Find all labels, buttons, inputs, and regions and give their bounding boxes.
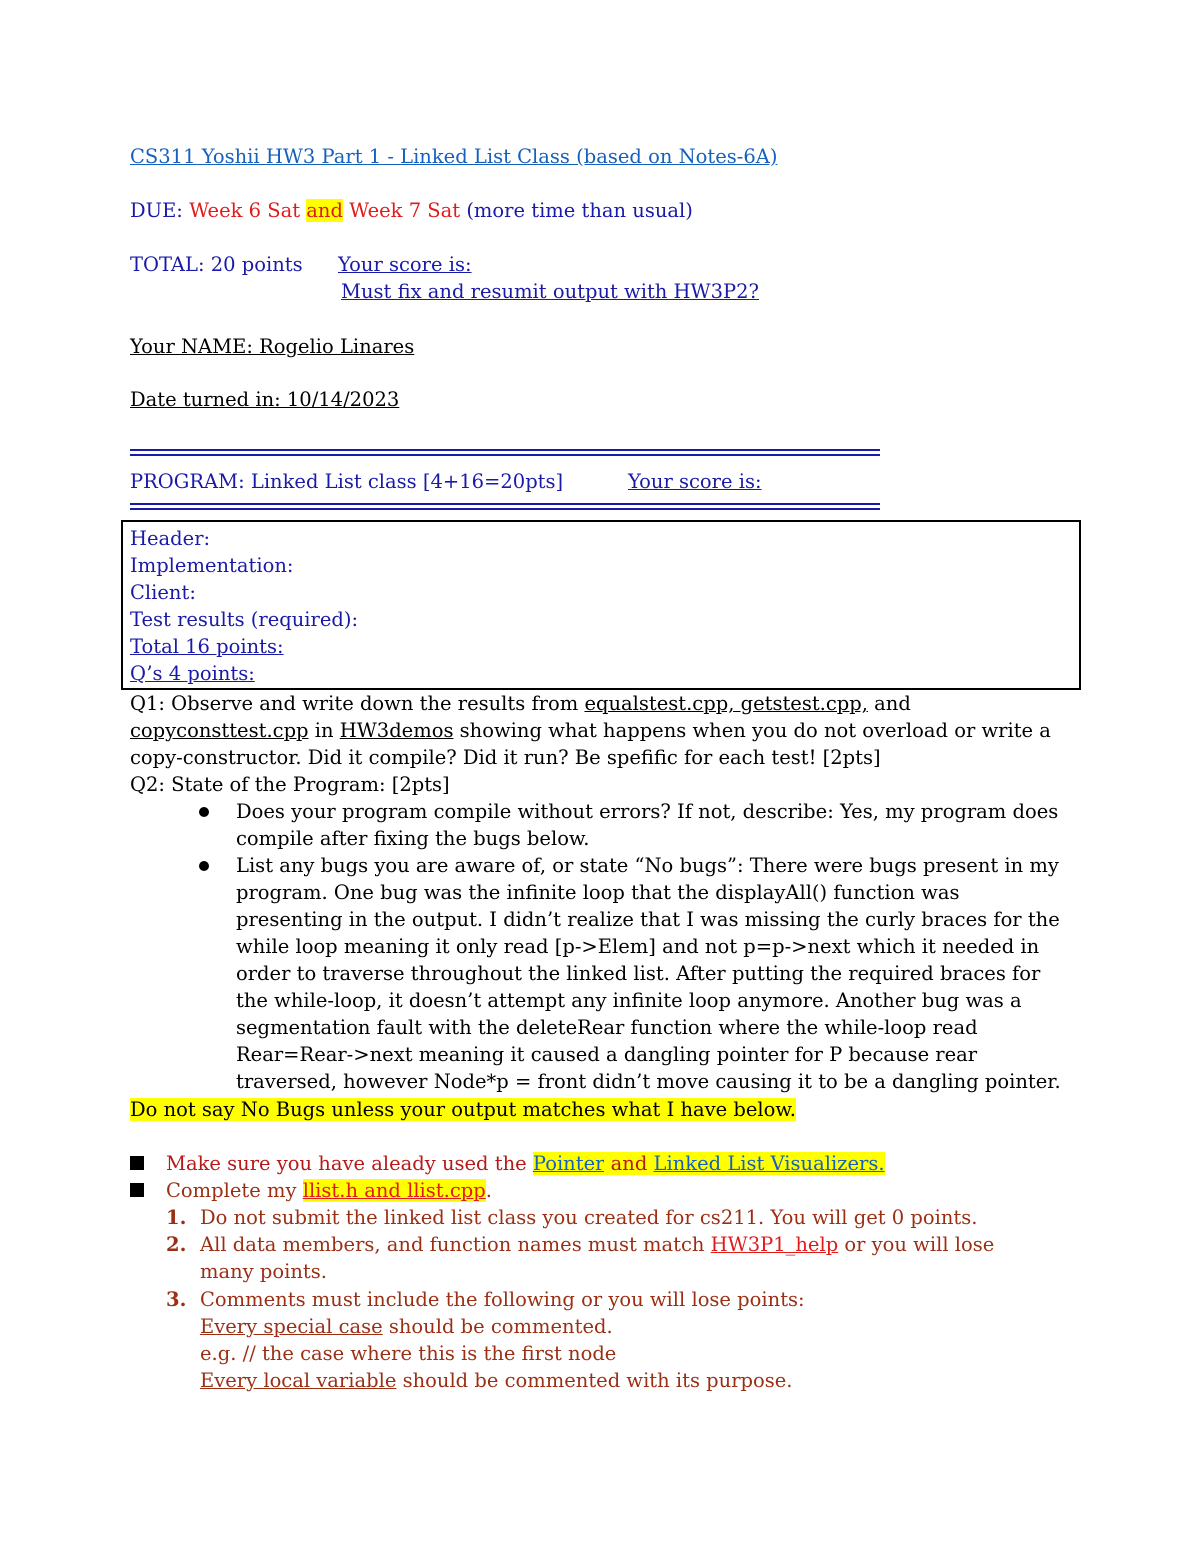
bullet-dot-icon — [199, 861, 209, 871]
notes-n2-rest: or you will lose — [838, 1233, 995, 1256]
score-client: Client: — [130, 581, 196, 604]
due-and: and — [306, 199, 343, 222]
bullet-dot-icon — [199, 807, 209, 817]
item-number: 2. — [166, 1233, 187, 1256]
q2-b2-l4: while loop meaning it only read [p->Elem] and not p=p->next which it needed in — [236, 935, 1040, 958]
q1-prefix: Q1: Observe and write down the results from — [130, 692, 585, 715]
q2-b2-l7: segmentation fault with the deleteRear function where the while-loop read — [236, 1016, 978, 1039]
due-note: (more time than usual) — [466, 199, 693, 222]
q2-b2-l8: Rear=Rear->next meaning it caused a dangling pointer for P because rear — [236, 1043, 978, 1066]
notes-s1-and: and — [604, 1152, 654, 1175]
notes-item2 — [200, 1231, 994, 1258]
llist-files-link[interactable]: llist.h and llist.cpp — [302, 1179, 486, 1202]
due-label: DUE: — [130, 199, 190, 222]
notes-n2-prefix: All data members, and function names must match — [200, 1233, 711, 1256]
due-week7: Week 7 Sat — [349, 199, 461, 222]
q2-b2-l9: traversed, however Node*p = front didn’t move causing it to be a dangling pointer. — [236, 1070, 1061, 1093]
square-bullet-icon — [130, 1183, 144, 1197]
notes-line2 — [166, 1177, 492, 1204]
item-number: 3. — [166, 1288, 187, 1311]
score-qs: Q’s 4 points: — [130, 662, 255, 685]
local-variable-text: Every local variable — [200, 1369, 397, 1392]
item-number: 1. — [166, 1206, 187, 1229]
special-case-rest: should be commented. — [382, 1315, 613, 1338]
notes-item3-eg: e.g. // the case where this is the first node — [200, 1342, 617, 1365]
q1-file1: equalstest.cpp, getstest.cpp, — [584, 692, 868, 715]
score-box — [121, 520, 1081, 690]
hw3p1-help-link[interactable]: HW3P1_help — [710, 1233, 839, 1256]
notes-item3: Comments must include the following or you will lose points: — [200, 1288, 805, 1311]
notes-s2-dot: . — [485, 1179, 492, 1202]
score-link[interactable]: Your score is: — [338, 253, 472, 276]
rule-bottom — [130, 500, 880, 512]
score-implementation: Implementation: — [130, 554, 294, 577]
due-line — [130, 197, 693, 224]
rule-top — [130, 446, 880, 458]
q2-b1-l1: Does your program compile without errors? If not, describe: Yes, my program does — [236, 800, 1059, 823]
score-total: Total 16 points: — [130, 635, 284, 658]
notes-item1: Do not submit the linked list class you created for cs211. You will get 0 points. — [200, 1206, 978, 1229]
pointer-visualizer-link[interactable]: Pointer — [532, 1152, 605, 1175]
notes-item3-special — [200, 1313, 613, 1340]
program-title: PROGRAM: Linked List class [4+16=20pts] — [130, 470, 564, 493]
due-week6: Week 6 Sat — [189, 199, 301, 222]
q2-b2-l2: program. One bug was the infinite loop that the displayAll() function was — [236, 881, 960, 904]
notes-s2-prefix: Complete my — [166, 1179, 303, 1202]
q2-warning-text: Do not say No Bugs unless your output matches what I have below. — [130, 1098, 796, 1121]
q1-file2: copyconsttest.cpp — [130, 719, 309, 742]
q1-line3: copy-constructor. Did it compile? Did it run? Be spefific for each test! [2pts] — [130, 746, 881, 769]
q1-demos: HW3demos — [339, 719, 454, 742]
q2-b1-l2: compile after fixing the bugs below. — [236, 827, 590, 850]
linked-list-visualizer-link[interactable]: Linked List Visualizers. — [653, 1152, 885, 1175]
q2-title: Q2: State of the Program: [2pts] — [130, 773, 450, 796]
fix-note-link[interactable]: Must fix and resumit output with HW3P2? — [341, 280, 759, 303]
student-name: Your NAME: Rogelio Linares — [130, 335, 415, 358]
q1-line1 — [130, 690, 911, 717]
q2-b2-l5: order to traverse throughout the linked list. After putting the required braces for — [236, 962, 1041, 985]
program-score-link[interactable]: Your score is: — [628, 470, 762, 493]
document-title[interactable]: CS311 Yoshii HW3 Part 1 - Linked List Class (based on Notes-6A) — [130, 145, 778, 168]
q1-rest: showing what happens when you do not overload or write a — [453, 719, 1051, 742]
score-header: Header: — [130, 527, 211, 550]
q1-and: and — [867, 692, 911, 715]
q1-line2 — [130, 717, 1051, 744]
q2-b2-l3: presenting in the output. I didn’t realize that I was missing the curly braces for the — [236, 908, 1060, 931]
q2-warning — [130, 1096, 796, 1123]
square-bullet-icon — [130, 1156, 144, 1170]
local-variable-rest: should be commented with its purpose. — [396, 1369, 793, 1392]
notes-item3-local — [200, 1367, 793, 1394]
q2-b2-l6: the while-loop, it doesn’t attempt any infinite loop anymore. Another bug was a — [236, 989, 1022, 1012]
total-points: TOTAL: 20 points — [130, 253, 303, 276]
score-test-results: Test results (required): — [130, 608, 359, 631]
q2-b2-l1: List any bugs you are aware of, or state “No bugs”: There were bugs present in my — [236, 854, 1059, 877]
date-turned-in: Date turned in: 10/14/2023 — [130, 388, 400, 411]
q1-in: in — [308, 719, 340, 742]
special-case-text: Every special case — [200, 1315, 383, 1338]
notes-s1-prefix: Make sure you have aleady used the — [166, 1152, 533, 1175]
notes-line1 — [166, 1150, 885, 1177]
notes-item2-l2: many points. — [200, 1260, 327, 1283]
